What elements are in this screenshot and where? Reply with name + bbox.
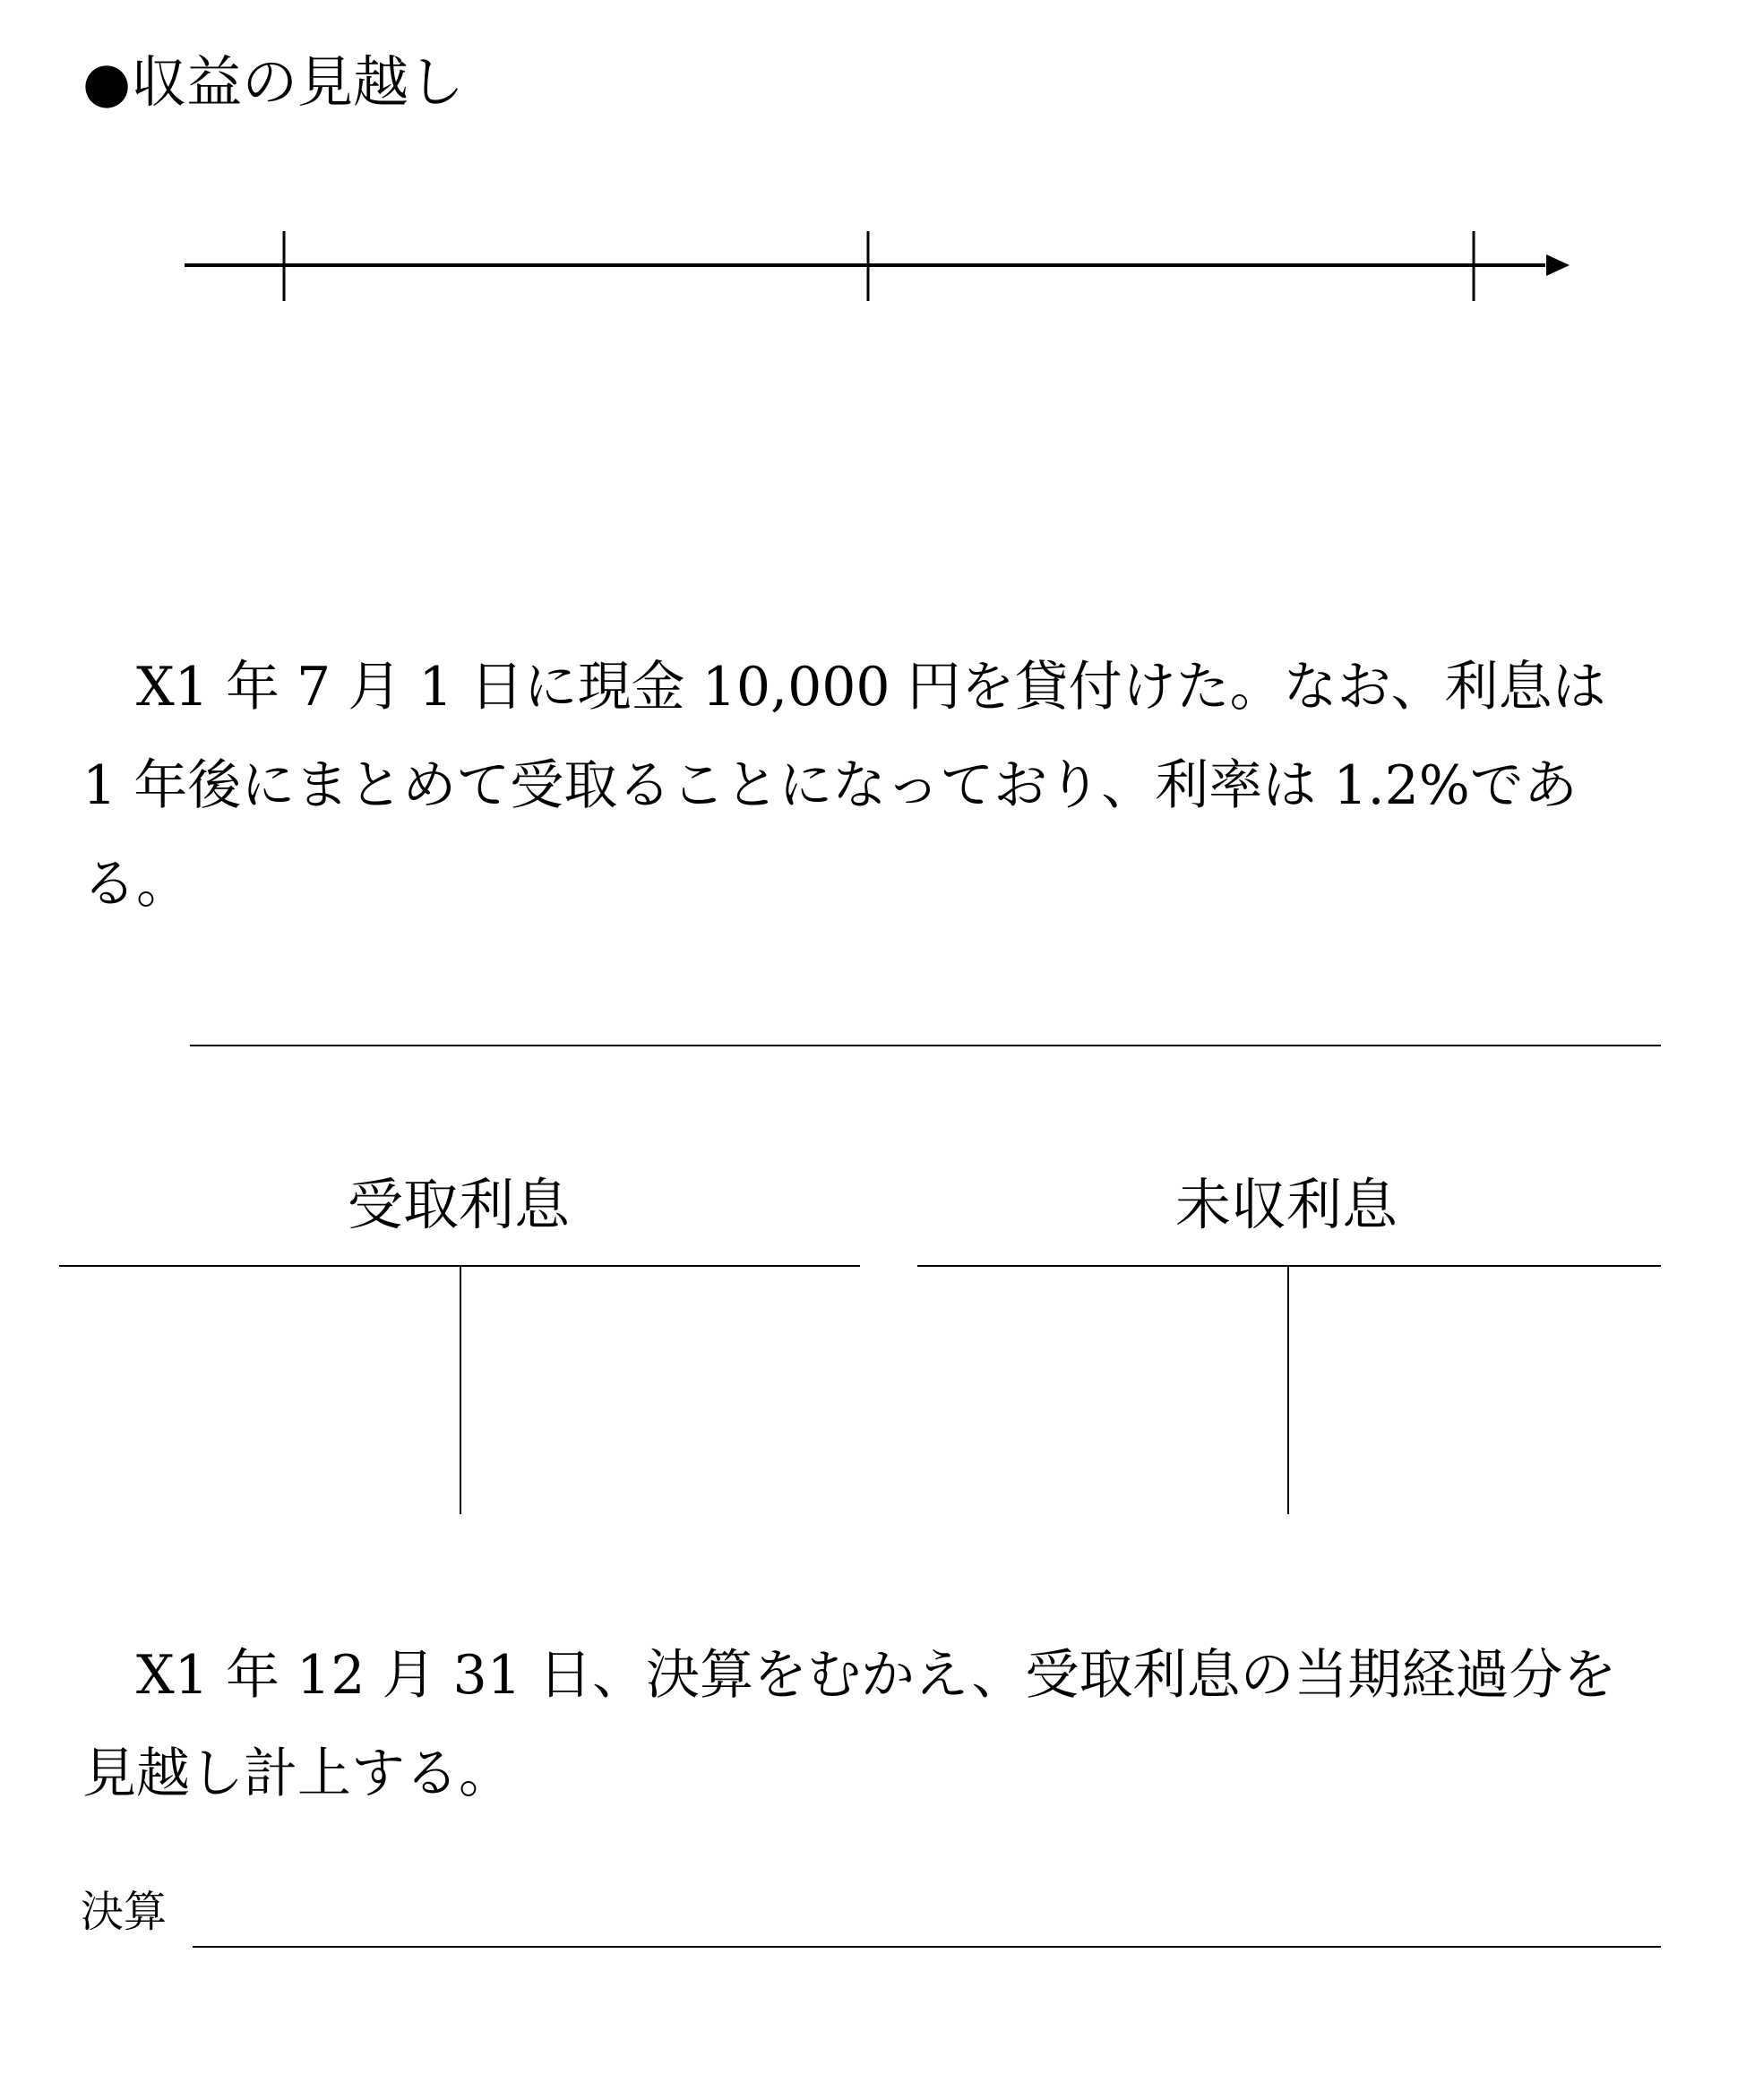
t-account-title-interest-received: 受取利息 — [347, 1172, 570, 1237]
problem-text-loan: X1 年 7 月 1 日に現金 10,000 円を貸付けた。なお、利息は 1 年後にまとめて受取ることになっており、利率は 1.2%である。 — [82, 656, 1606, 916]
timeline-arrowhead — [1546, 254, 1570, 276]
t-account-divider-left — [460, 1266, 461, 1514]
answer-line-1 — [190, 1045, 1661, 1046]
settlement-answer-line — [193, 1946, 1661, 1948]
settlement-label: 決算 — [81, 1887, 168, 1937]
t-account-divider-right — [1287, 1266, 1289, 1514]
timeline-diagram — [0, 0, 1746, 376]
section-heading: ●収益の見越し — [82, 49, 465, 115]
t-account-top-line-right — [917, 1265, 1661, 1267]
t-account-title-accrued-interest: 未収利息 — [1174, 1172, 1398, 1237]
problem-text-settlement: X1 年 12 月 31 日、決算をむかえ、受取利息の当期経過分を見越し計上する。 — [82, 1644, 1617, 1805]
